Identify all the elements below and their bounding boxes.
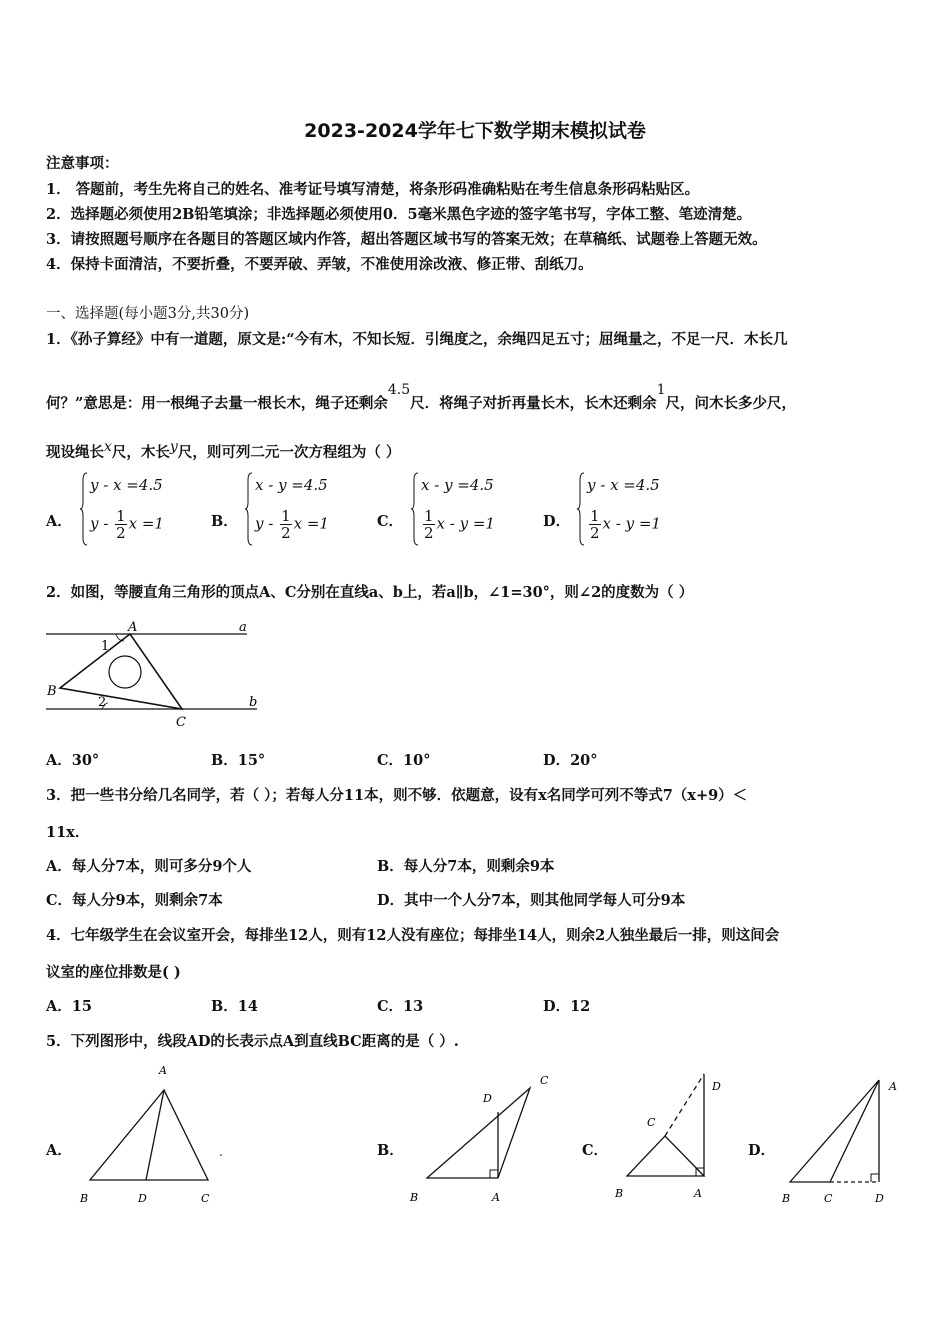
page-title: 2023-2024学年七下数学期末模拟试卷	[304, 120, 646, 142]
q2-option-b[interactable]: B．15°	[211, 752, 266, 769]
q4-option-b[interactable]: B．14	[211, 998, 258, 1015]
label-C: C	[647, 1116, 656, 1129]
label-B: B	[47, 684, 57, 699]
q1-num-4.5: 4.5	[387, 382, 411, 398]
q1-option-d-system: y - x =4.5 $\frac{1}{2}$ x - y =1	[577, 468, 687, 550]
label-C: C	[824, 1192, 833, 1205]
q1-line2: 何？”意思是：用一根绳子去量一根长木，绳子还剩余$^{4.5}$尺．将绳子对折再量长木，长木还剩余$^1$尺，问木长多少尺，	[46, 382, 797, 412]
q5-figure-d	[776, 1066, 916, 1206]
q4-option-a[interactable]: A．15	[46, 998, 92, 1015]
q1-option-label-c[interactable]: C．	[377, 513, 404, 530]
q4-option-d[interactable]: D．12	[543, 998, 591, 1015]
notice-item: 4．保持卡面清洁，不要折叠，不要弄破、弄皱，不准使用涂改液、修正带、刮纸刀。	[46, 256, 593, 273]
q1-option-b-system: x - y =4.5 y - $\frac{1}{2}$ x =1	[245, 468, 355, 550]
q3-line1: 3．把一些书分给几名同学，若（ ）；若每人分11本，则不够．依题意，设有x名同学可列不等式7（x+9）＜	[46, 787, 748, 804]
label-B: B	[615, 1187, 624, 1200]
q5-figure-c	[610, 1066, 740, 1206]
label-D: D	[875, 1192, 884, 1205]
label-C: C	[201, 1192, 210, 1205]
brace-icon	[411, 472, 419, 546]
label-B: B	[80, 1192, 89, 1205]
q5-option-b[interactable]: B．	[377, 1142, 404, 1159]
q5-figure-a	[76, 1060, 226, 1210]
q3-line2: 11x．	[46, 824, 90, 841]
label-A: A	[889, 1080, 897, 1093]
brace-icon	[80, 472, 88, 546]
label-a: a	[239, 620, 247, 635]
label-A: A	[159, 1064, 167, 1077]
label-D: D	[138, 1192, 147, 1205]
label-A: A	[128, 620, 138, 635]
notice-item: 2．选择题必须使用2B铅笔填涂；非选择题必须使用0．5毫米黑色字迹的签字笔书写，字体工整、笔迹清楚。	[46, 206, 752, 223]
q4-line1: 4．七年级学生在会议室开会，每排坐12人，则有12人没有座位；每排坐14人，则余2人独坐最后一排，则这间会	[46, 927, 780, 944]
label-B: B	[410, 1191, 419, 1204]
circle	[109, 656, 141, 688]
q1-line3: 现设绳长$^x$尺，木长$^y$尺，则可列二元一次方程组为（ ）	[46, 439, 401, 461]
q1-option-label-b[interactable]: B．	[211, 513, 238, 530]
q3-option-c[interactable]: C．每人分9本，则剩余7本	[46, 892, 223, 909]
q3-option-d[interactable]: D．其中一个人分7本，则其他同学每人可分9本	[377, 892, 686, 909]
q1-option-label-a[interactable]: A．	[46, 513, 72, 530]
q4-option-c[interactable]: C．13	[377, 998, 424, 1015]
label-D: D	[483, 1092, 492, 1105]
section-heading: 一、选择题(每小题3分,共30分)	[46, 306, 250, 322]
brace-icon	[245, 472, 253, 546]
q2-option-d[interactable]: D．20°	[543, 752, 598, 769]
q1-option-label-d[interactable]: D．	[543, 513, 571, 530]
label-2: 2	[98, 695, 107, 710]
label-D: D	[712, 1080, 721, 1093]
q5-option-d[interactable]: D．	[748, 1142, 776, 1159]
q1-line1: 1．《孙子算经》中有一道题，原文是:“今有木，不知长短．引绳度之，余绳四足五寸；屈绳量之，不足一尺．木长几	[46, 331, 788, 348]
triangle	[60, 634, 182, 709]
q1-num-1: 1	[656, 382, 666, 398]
notice-heading: 注意事项：	[46, 155, 119, 172]
q3-option-a[interactable]: A．每人分7本，则可多分9个人	[46, 858, 252, 875]
q2-option-c[interactable]: C．10°	[377, 752, 431, 769]
notice-item: 1． 答题前，考生先将自己的姓名、准考证号填写清楚，将条形码准确粘贴在考生信息条形码粘贴区。	[46, 181, 700, 198]
q4-line2: 议室的座位排数是( )	[46, 964, 181, 981]
q1-option-a-system: y - x =4.5 y - $\frac{1}{2}$ x =1	[80, 468, 190, 550]
q5-option-a[interactable]: A．	[46, 1142, 72, 1159]
q5-figure-b	[402, 1066, 562, 1206]
q5-option-c[interactable]: C．	[582, 1142, 609, 1159]
notice-item: 3．请按照题号顺序在各题目的答题区域内作答，超出答题区域书写的答案无效；在草稿纸、试题卷上答题无效。	[46, 231, 767, 248]
label-C: C	[176, 715, 186, 730]
label-A: A	[694, 1187, 702, 1200]
q2-option-a[interactable]: A．30°	[46, 752, 100, 769]
var-x: x	[104, 439, 112, 455]
var-y: y	[169, 439, 178, 455]
q1-option-c-system: x - y =4.5 $\frac{1}{2}$ x - y =1	[411, 468, 521, 550]
q2-figure	[42, 614, 267, 732]
label-C: C	[540, 1074, 549, 1087]
label-b: b	[249, 695, 258, 710]
q2-text: 2．如图，等腰直角三角形的顶点A、C分别在直线a、b上，若a∥b，∠1=30°，则∠2的度数为（ ）	[46, 584, 694, 601]
q5-text: 5．下列图形中，线段AD的长表示点A到直线BC距离的是（ ）.	[46, 1033, 459, 1050]
label-B: B	[782, 1192, 791, 1205]
label-A: A	[492, 1191, 500, 1204]
q3-option-b[interactable]: B．每人分7本，则剩余9本	[377, 858, 555, 875]
label-1: 1	[101, 639, 110, 654]
brace-icon	[577, 472, 585, 546]
